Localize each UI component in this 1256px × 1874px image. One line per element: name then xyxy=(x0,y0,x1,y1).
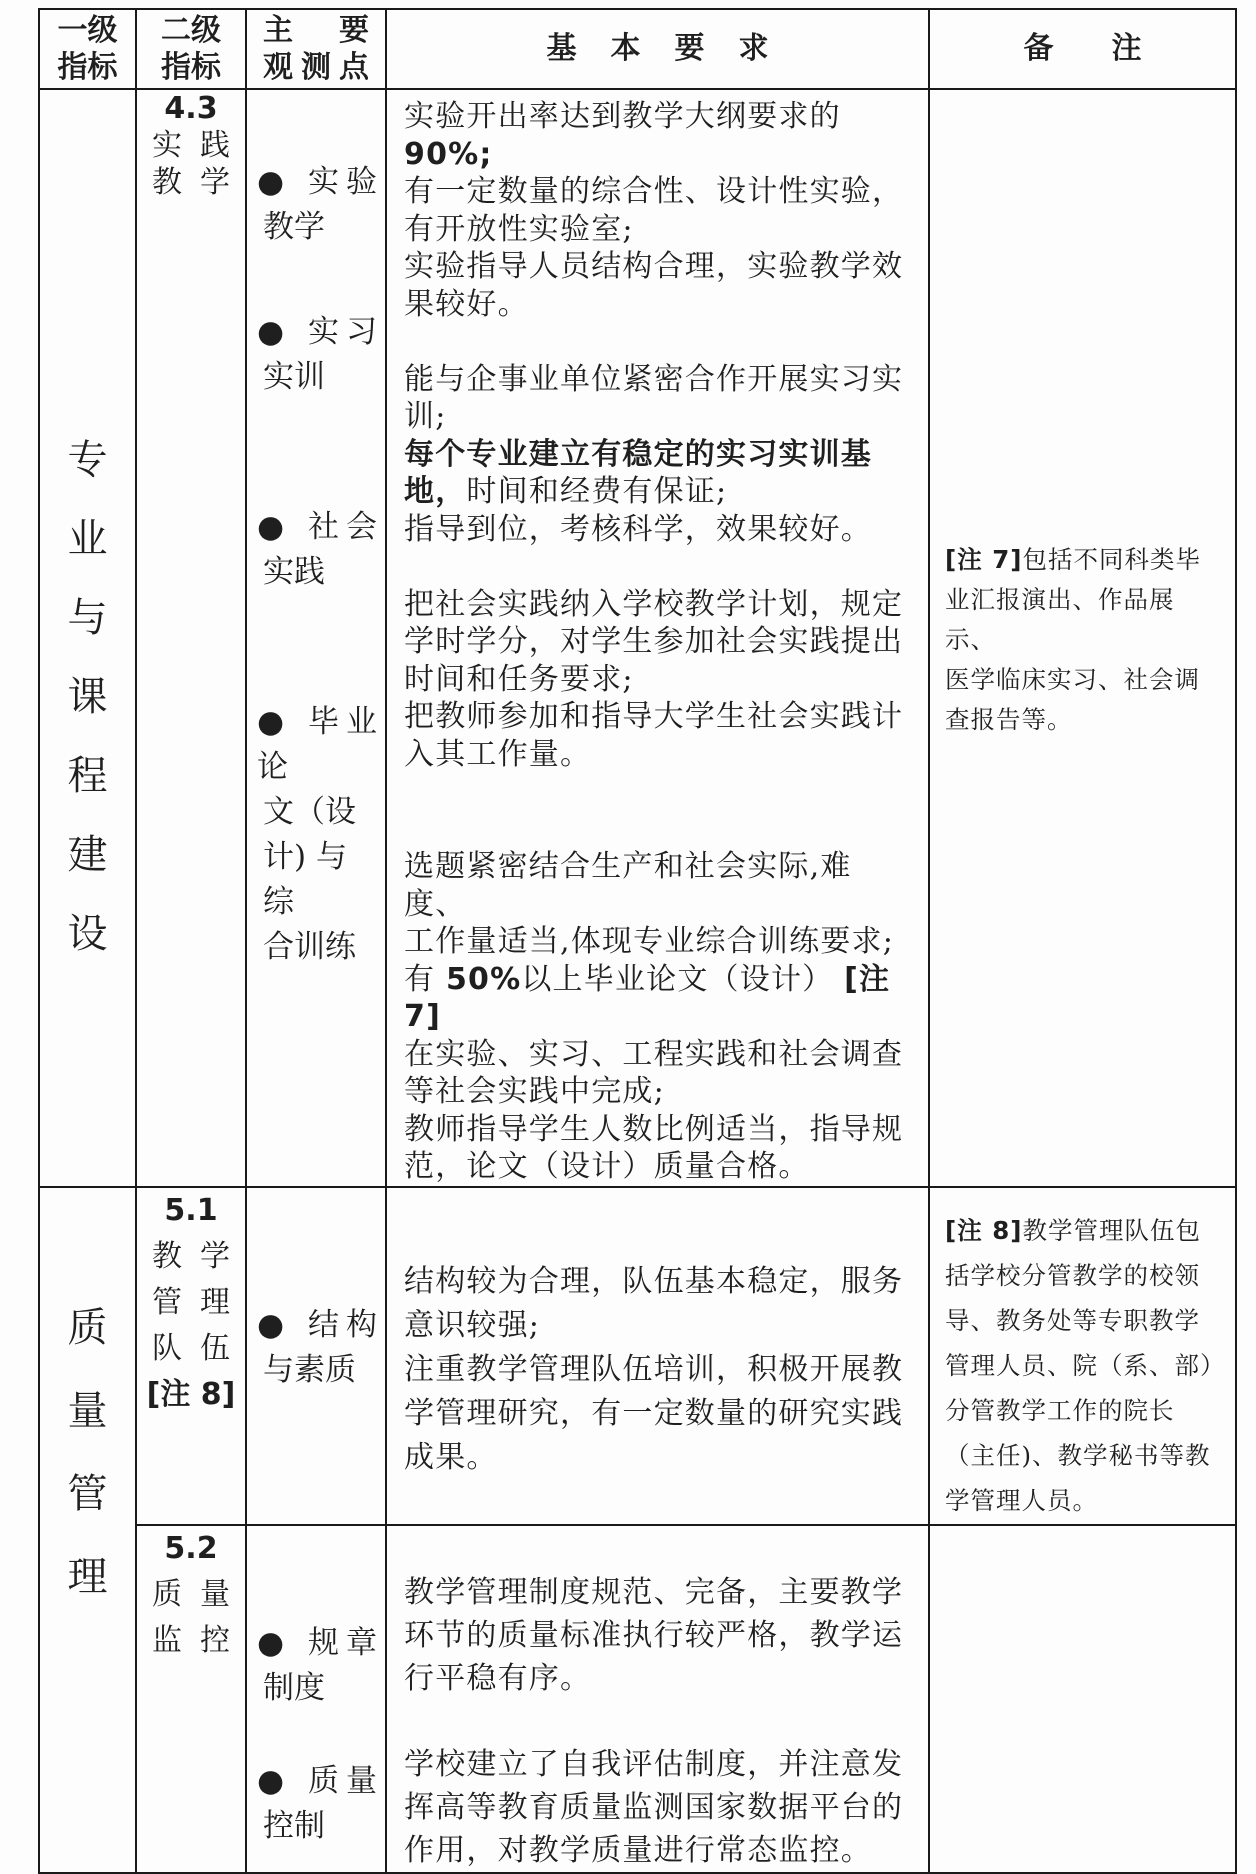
text-segment: 教学管理队伍包 xyxy=(1022,1215,1201,1245)
text-line xyxy=(247,49,385,86)
text-segment: 5.1 xyxy=(164,1192,218,1228)
text-line xyxy=(404,1260,912,1304)
vertical-char: 与 xyxy=(67,595,108,641)
text-segment: 监控 xyxy=(152,1622,230,1658)
text-line xyxy=(945,700,1225,740)
text-line xyxy=(404,1571,912,1614)
text-line xyxy=(137,1280,245,1326)
header-observation-text xyxy=(247,12,385,86)
vertical-char: 程 xyxy=(67,753,108,799)
text-segment: 教学 xyxy=(152,1238,230,1274)
text-line xyxy=(945,1298,1225,1343)
text-segment: 学管理人员。 xyxy=(945,1485,1098,1515)
vertical-char: 量 xyxy=(67,1387,108,1434)
text-line: 文（设 xyxy=(263,794,356,830)
text-segment: 能与企事业单位紧密合作开展实习实 xyxy=(404,361,904,397)
level2-5-1-text xyxy=(137,1188,245,1418)
text-segment: 训; xyxy=(404,399,447,434)
vertical-char: 建 xyxy=(67,832,108,878)
vertical-char: 课 xyxy=(67,674,108,720)
bullet-line: ● 实验 xyxy=(257,164,377,200)
cell-remarks-5-2 xyxy=(929,1525,1236,1873)
cell-level1-quality-management xyxy=(39,1187,136,1873)
text-line xyxy=(404,1829,912,1872)
level2-4-3-text xyxy=(137,90,245,201)
requirements-5-2-text xyxy=(387,1526,928,1872)
text-line xyxy=(404,586,912,624)
text-segment: [注 7] xyxy=(945,545,1023,574)
text-line: 计) 与综 xyxy=(263,839,347,920)
text-line xyxy=(404,698,912,736)
vertical-char: 设 xyxy=(67,911,108,957)
text-line xyxy=(404,923,912,961)
row-5-2-quality-monitoring xyxy=(39,1525,1236,1873)
header-level1-text xyxy=(40,12,135,86)
text-line xyxy=(404,173,912,211)
text-segment: 学管理研究，有一定数量的研究实践 xyxy=(404,1395,904,1431)
text-segment: 管理 xyxy=(152,1284,230,1320)
text-line xyxy=(137,1526,245,1572)
text-line xyxy=(404,136,912,174)
cell-observations-4-3 xyxy=(246,89,386,1187)
text-line xyxy=(945,1253,1225,1298)
text-segment: 有一定数量的综合性、设计性实验， xyxy=(404,174,904,209)
text-segment: 地， xyxy=(404,474,467,509)
cell-level2-4-3 xyxy=(136,89,246,1187)
observation-point xyxy=(257,1303,377,1393)
vertical-char: 管 xyxy=(67,1470,108,1517)
text-line xyxy=(137,1372,245,1418)
text-segment: 时间和任务要求; xyxy=(404,661,634,697)
text-line xyxy=(945,1208,1225,1253)
indicator-table xyxy=(38,8,1237,1874)
text-line xyxy=(404,1392,912,1436)
remark-note-7 xyxy=(930,90,1235,740)
text-segment: 5.2 xyxy=(164,1530,218,1566)
text-segment: （主任)、教学秘书等教 xyxy=(945,1440,1211,1470)
text-line xyxy=(404,961,912,1036)
text-line xyxy=(945,1388,1225,1433)
text-line: 实践 xyxy=(263,554,325,590)
observation-point xyxy=(257,310,377,400)
text-segment: 挥高等教育质量监测国家数据平台的 xyxy=(404,1789,904,1825)
text-segment: 50% xyxy=(445,961,522,997)
header-basic-requirements xyxy=(386,9,929,89)
text-segment: 医学临床实习、社会调 xyxy=(945,665,1200,694)
text-line: 控制 xyxy=(263,1807,325,1844)
text-segment: 教学 xyxy=(152,165,230,200)
observation-point xyxy=(257,1621,377,1711)
text-segment: 实践 xyxy=(152,128,230,163)
text-line xyxy=(404,736,912,774)
row-4-3-practical-teaching xyxy=(39,89,1236,1187)
text-segment: 入其工作量。 xyxy=(404,736,592,772)
text-line xyxy=(404,548,912,586)
bullet-line: ● 规章 xyxy=(257,1624,377,1661)
text-segment: 时间和经费有保证; xyxy=(466,474,728,509)
text-line xyxy=(945,1433,1225,1478)
header-level2-indicator xyxy=(136,9,246,89)
text-segment: 有开放性实验室; xyxy=(404,211,634,247)
text-line: 实训 xyxy=(263,359,325,395)
text-line xyxy=(945,580,1225,660)
text-line xyxy=(247,12,385,49)
cell-requirements-4-3 xyxy=(386,89,929,1187)
vertical-char: 理 xyxy=(67,1553,108,1600)
text-line xyxy=(404,98,912,136)
text-segment: 查报告等。 xyxy=(945,705,1073,734)
text-line xyxy=(137,1326,245,1372)
header-remarks-text: 备注 xyxy=(1023,31,1200,66)
text-segment: 指标 xyxy=(57,50,118,85)
text-line xyxy=(137,127,245,164)
text-line xyxy=(404,473,912,511)
text-line xyxy=(40,12,135,49)
text-segment: 结构较为合理，队伍基本稳定，服务 xyxy=(404,1263,904,1299)
vertical-char: 质 xyxy=(67,1304,108,1351)
remark-note-8 xyxy=(930,1188,1235,1523)
text-segment: [注 8] xyxy=(146,1376,236,1412)
text-segment: 教学管理制度规范、完备，主要教学 xyxy=(404,1574,904,1610)
text-line xyxy=(404,773,912,811)
text-line xyxy=(404,623,912,661)
observation-point xyxy=(257,505,377,595)
text-segment: [注 7] xyxy=(404,961,891,1034)
text-line: 教学 xyxy=(263,209,325,245)
text-segment: 教师指导学生人数比例适当，指导规 xyxy=(404,1111,904,1147)
text-segment: 把教师参加和指导大学生社会实践计 xyxy=(404,699,904,734)
text-line xyxy=(404,1743,912,1786)
level1-vertical-text xyxy=(40,1188,135,1600)
text-segment: 注重教学管理队伍培训，积极开展教 xyxy=(404,1351,904,1387)
text-segment: 行平稳有序。 xyxy=(404,1660,592,1696)
text-line xyxy=(945,1478,1225,1523)
text-segment: 成果。 xyxy=(404,1439,498,1475)
text-line xyxy=(404,661,912,699)
observation-point xyxy=(257,700,377,970)
text-segment: [注 8] xyxy=(945,1215,1023,1245)
text-line xyxy=(404,286,912,324)
text-line xyxy=(404,398,912,436)
cell-remarks-5-1 xyxy=(929,1187,1236,1525)
text-line xyxy=(404,1348,912,1392)
text-segment: 分管教学工作的院长 xyxy=(945,1395,1175,1425)
text-line xyxy=(404,1036,912,1074)
header-level1-indicator xyxy=(39,9,136,89)
evaluation-table-sheet xyxy=(38,8,1237,1874)
text-line xyxy=(404,1700,912,1743)
text-line xyxy=(404,511,912,549)
text-line xyxy=(404,436,912,474)
text-segment: 选题紧密结合生产和社会实际,难度、 xyxy=(404,849,852,922)
text-line xyxy=(404,211,912,249)
text-line xyxy=(404,1111,912,1149)
bullet-line: ● 社会 xyxy=(257,509,377,545)
text-line xyxy=(137,1234,245,1280)
header-remarks xyxy=(929,9,1236,89)
text-segment: 业汇报演出、作品展示、 xyxy=(945,585,1175,654)
text-segment: 质量 xyxy=(152,1576,230,1612)
cell-level2-5-2 xyxy=(136,1525,246,1873)
text-line xyxy=(945,540,1225,580)
text-line xyxy=(404,248,912,286)
text-segment: 导、教务处等专职教学 xyxy=(945,1305,1200,1335)
text-line xyxy=(137,164,245,201)
header-observation-points xyxy=(246,9,386,89)
cell-requirements-5-1 xyxy=(386,1187,929,1525)
text-segment: 二级 xyxy=(161,13,221,48)
requirements-5-1-text xyxy=(387,1188,928,1480)
text-line: 与素质 xyxy=(263,1351,356,1388)
text-segment: 包括不同科类毕 xyxy=(1022,545,1201,574)
text-segment: 范，论文（设计）质量合格。 xyxy=(404,1149,810,1184)
text-segment: 指导到位，考核科学，效果较好。 xyxy=(404,511,872,547)
text-segment: 在实验、实习、工程实践和社会调查 xyxy=(404,1036,904,1072)
text-segment: 90%; xyxy=(404,136,493,172)
text-segment: 以上毕业论文（设计） xyxy=(521,961,845,997)
header-level2-text xyxy=(137,12,245,86)
text-line xyxy=(40,49,135,86)
cell-remarks-4-3 xyxy=(929,89,1236,1187)
vertical-char: 业 xyxy=(67,516,108,562)
text-segment: 把社会实践纳入学校教学计划，规定 xyxy=(404,586,904,622)
text-segment: 作用，对教学质量进行常态监控。 xyxy=(404,1832,872,1868)
text-line xyxy=(404,1614,912,1657)
text-line xyxy=(945,1343,1225,1388)
text-segment: 指标 xyxy=(161,50,221,85)
text-segment: 主要 xyxy=(263,13,369,48)
requirements-4-3-text xyxy=(387,90,928,1186)
text-line xyxy=(404,1657,912,1700)
bullet-line: ● 实习 xyxy=(257,314,377,350)
text-segment: 实验开出率达到教学大纲要求的 xyxy=(404,99,841,134)
text-segment: 有 xyxy=(404,961,446,997)
level1-vertical-text xyxy=(40,90,135,957)
text-segment: 队伍 xyxy=(152,1330,230,1366)
text-segment: 观测点 xyxy=(263,50,369,85)
text-segment: 学校建立了自我评估制度，并注意发 xyxy=(404,1746,904,1782)
text-segment: 工作量适当,体现专业综合训练要求; xyxy=(404,924,895,959)
observation-point xyxy=(257,1759,377,1849)
observation-points-5-2 xyxy=(247,1526,385,1849)
text-segment: 实验指导人员结构合理，实验教学效 xyxy=(404,249,904,284)
text-segment: 括学校分管教学的校领 xyxy=(945,1260,1200,1290)
text-segment: 环节的质量标准执行较严格，教学运 xyxy=(404,1617,904,1653)
text-segment: 果较好。 xyxy=(404,286,529,322)
text-line xyxy=(404,1304,912,1348)
observation-points-4-3 xyxy=(247,90,385,970)
observation-points-5-1 xyxy=(247,1188,385,1393)
text-line xyxy=(137,1188,245,1234)
text-line xyxy=(137,90,245,127)
text-line xyxy=(137,1618,245,1664)
observation-point xyxy=(257,160,377,250)
text-line: 合训练 xyxy=(263,929,356,965)
level2-5-2-text xyxy=(137,1526,245,1664)
text-line xyxy=(404,361,912,399)
text-segment: 意识较强; xyxy=(404,1307,541,1343)
text-segment: 管理人员、院（系、部） xyxy=(945,1350,1226,1380)
cell-level2-5-1 xyxy=(136,1187,246,1525)
text-line xyxy=(404,1148,912,1186)
header-row xyxy=(39,9,1236,89)
cell-observations-5-1 xyxy=(246,1187,386,1525)
bullet-line: ● 质量 xyxy=(257,1762,377,1799)
text-line xyxy=(404,848,912,923)
row-5-1-teaching-management-team xyxy=(39,1187,1236,1525)
cell-observations-5-2 xyxy=(246,1525,386,1873)
bullet-line: ● 毕业论 xyxy=(257,704,377,785)
bullet-line: ● 结构 xyxy=(257,1306,377,1343)
text-segment: 学时学分，对学生参加社会实践提出 xyxy=(404,624,904,659)
text-line xyxy=(404,1786,912,1829)
text-line xyxy=(404,1436,912,1480)
vertical-char: 专 xyxy=(67,437,108,483)
text-line xyxy=(137,1572,245,1618)
text-line xyxy=(404,323,912,361)
text-line xyxy=(137,49,245,86)
header-basic-requirements-text: 基本要求 xyxy=(546,31,803,66)
text-segment: 等社会实践中完成; xyxy=(404,1074,665,1109)
text-line xyxy=(404,811,912,849)
text-segment: 4.3 xyxy=(164,91,218,126)
text-line xyxy=(137,12,245,49)
cell-requirements-5-2 xyxy=(386,1525,929,1873)
text-line xyxy=(404,1073,912,1111)
text-segment: 每个专业建立有稳定的实习实训基 xyxy=(404,436,872,472)
text-line xyxy=(945,660,1225,700)
text-segment: 一级 xyxy=(57,13,118,48)
cell-level1-major-and-curriculum xyxy=(39,89,136,1187)
text-line: 制度 xyxy=(263,1669,325,1706)
